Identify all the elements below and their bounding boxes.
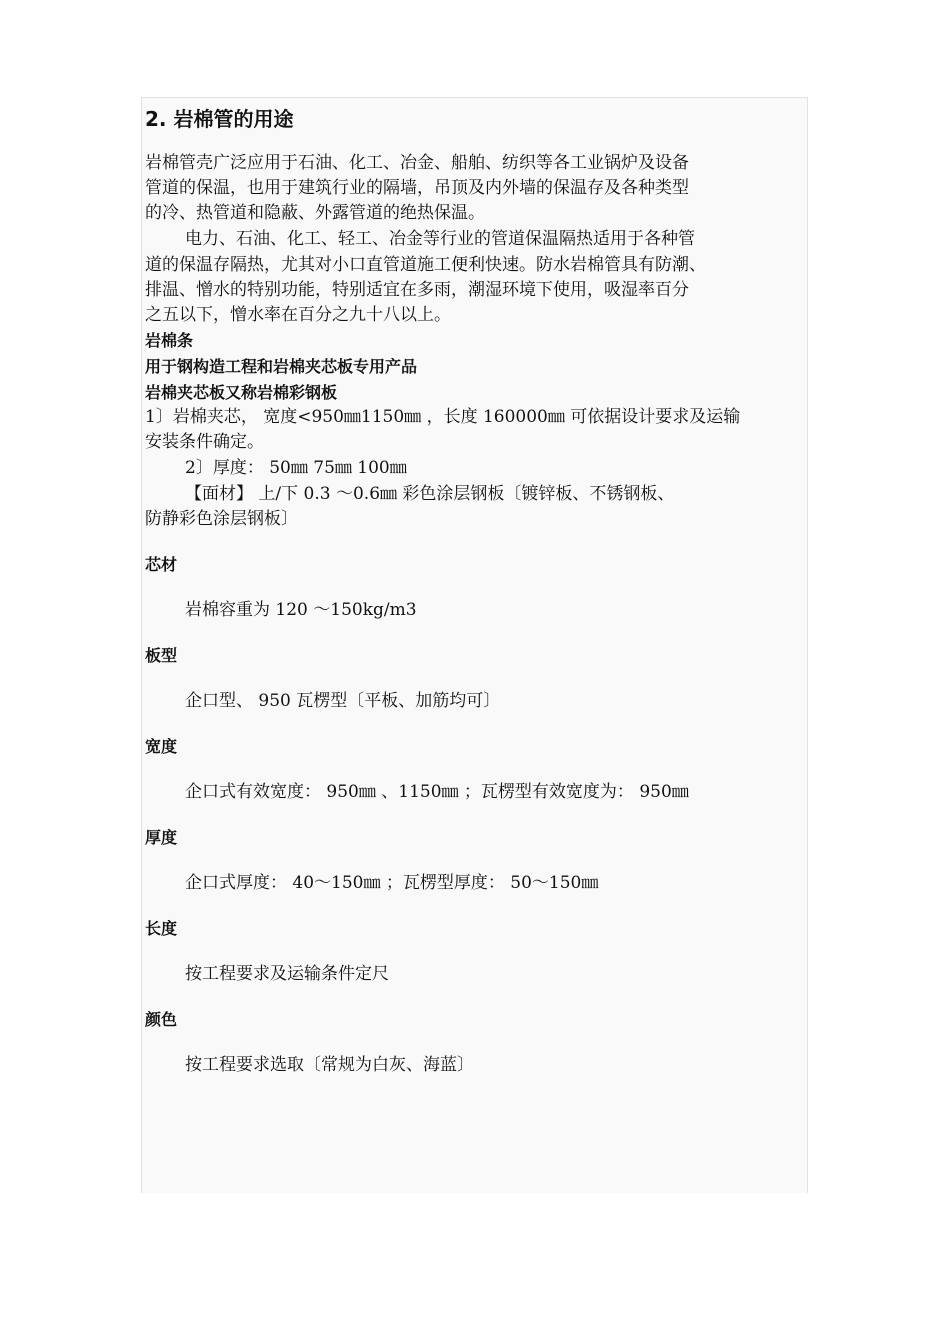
property-label: 宽度	[145, 737, 178, 756]
usage-line: 的冷、热管道和隐蔽、外露管道的绝热保温。	[145, 203, 485, 223]
property-label: 长度	[145, 919, 178, 938]
property-value: 按工程要求选取〔常规为白灰、海蓝〕	[185, 1055, 474, 1075]
strip-heading: 岩棉条	[145, 331, 194, 350]
spec-line: 【面材】 上/下 0.3 ～0.6㎜ 彩色涂层钢板〔镀锌板、不锈钢板、	[185, 484, 675, 504]
section-title: 2. 岩棉管的用途	[145, 107, 294, 131]
property-value: 企口式厚度： 40～150㎜ ；瓦楞型厚度： 50～150㎜	[185, 873, 599, 893]
spec-line: 2〕厚度： 50㎜ 75㎜ 100㎜	[185, 458, 407, 478]
usage-line: 电力、石油、化工、轻工、冶金等行业的管道保温隔热适用于各种管	[185, 229, 695, 249]
property-label: 芯材	[145, 555, 178, 574]
spec-line: 1〕岩棉夹芯， 宽度<950㎜1150㎜ ，长度 160000㎜ 可依据设计要求及运输	[145, 407, 741, 427]
usage-line: 岩棉管壳广泛应用于石油、化工、冶金、船舶、纺织等各工业锅炉及设备	[145, 153, 689, 173]
property-label: 颜色	[145, 1010, 178, 1029]
panel-heading: 岩棉夹芯板又称岩棉彩钢板	[145, 383, 338, 402]
usage-line: 道的保温存隔热，尤其对小口直管道施工便利快速。防水岩棉管具有防潮、	[145, 255, 706, 275]
spec-line: 防静彩色涂层钢板〕	[145, 509, 298, 529]
usage-line: 排温、憎水的特别功能，特别适宜在多雨，潮湿环境下使用，吸湿率百分	[145, 280, 689, 300]
property-value: 按工程要求及运输条件定尺	[185, 964, 389, 984]
property-value: 企口式有效宽度： 950㎜ 、1150㎜ ；瓦楞型有效宽度为： 950㎜	[185, 782, 689, 802]
property-value: 岩棉容重为 120 ～150kg/m3	[185, 600, 417, 620]
property-label: 板型	[145, 646, 178, 665]
spec-line: 安装条件确定。	[145, 432, 264, 452]
usage-line: 管道的保温，也用于建筑行业的隔墙，吊顶及内外墙的保温存及各种类型	[145, 178, 689, 198]
property-value: 企口型、 950 瓦楞型〔平板、加筋均可〕	[185, 691, 501, 711]
strip-purpose: 用于钢构造工程和岩棉夹芯板专用产品	[145, 357, 418, 376]
property-label: 厚度	[145, 828, 178, 847]
usage-line: 之五以下，憎水率在百分之九十八以上。	[145, 305, 451, 325]
